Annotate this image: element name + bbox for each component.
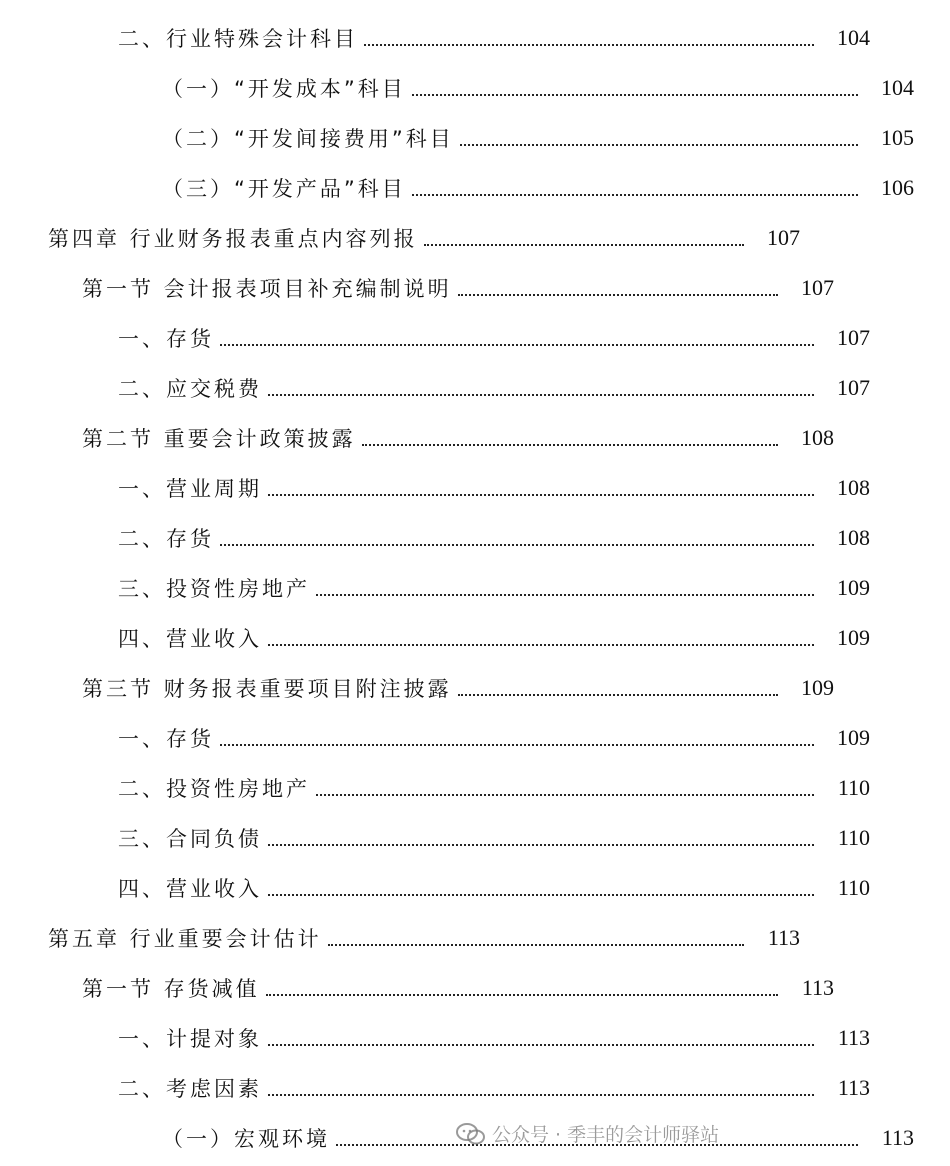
toc-entry [0, 763, 906, 813]
dot-leader [424, 222, 744, 246]
toc-entry-page: 107 [837, 375, 870, 400]
toc-entry-title: 四、营业收入 [118, 627, 262, 651]
toc-entry [0, 363, 906, 413]
dot-leader [266, 972, 778, 996]
toc-entry-page: 110 [837, 825, 870, 850]
toc-entry-page: 113 [767, 925, 800, 950]
toc-entry-page: 107 [837, 325, 870, 350]
toc-entry-page: 104 [837, 25, 870, 50]
toc-entry-title: 二、考虑因素 [118, 1077, 262, 1101]
dot-leader [268, 872, 814, 896]
toc-entry-title: 二、应交税费 [118, 377, 262, 401]
toc-entry [0, 613, 906, 663]
dot-leader [412, 172, 858, 196]
toc-entry-title: 第四章 行业财务报表重点内容列报 [48, 227, 418, 251]
toc-entry-page: 108 [837, 475, 870, 500]
dot-leader [268, 1022, 814, 1046]
toc-entry-title: 一、计提对象 [118, 1027, 262, 1051]
toc-entry [0, 163, 950, 213]
toc-entry [0, 413, 870, 463]
dot-leader [316, 572, 814, 596]
dot-leader [460, 122, 858, 146]
toc-entry-page: 107 [801, 275, 834, 300]
toc-entry-title: （一）“开发成本”科目 [162, 77, 406, 101]
toc-entry [0, 913, 836, 963]
toc-entry-page: 108 [801, 425, 834, 450]
toc-entry-page: 113 [837, 1075, 870, 1100]
dot-leader [220, 322, 814, 346]
toc-entry-page: 113 [881, 1125, 914, 1150]
toc-entry-title: 二、存货 [118, 527, 214, 551]
dot-leader [220, 722, 814, 746]
dot-leader [268, 822, 814, 846]
toc-entry-page: 110 [837, 775, 870, 800]
toc-entry [0, 863, 906, 913]
dot-leader [220, 522, 814, 546]
dot-leader [268, 622, 814, 646]
toc-entry-title: 一、营业周期 [118, 477, 262, 501]
toc-entry [0, 113, 950, 163]
toc-entry [0, 713, 906, 763]
toc-entry [0, 213, 836, 263]
toc-entry-page: 110 [837, 875, 870, 900]
dot-leader [458, 272, 778, 296]
toc-entry-page: 113 [837, 1025, 870, 1050]
toc-entry-page: 105 [881, 125, 914, 150]
watermark-text: 公众号 · 季丰的会计师驿站 [492, 1124, 720, 1146]
dot-leader [328, 922, 744, 946]
dot-leader [268, 1072, 814, 1096]
toc-entry [0, 1063, 906, 1113]
toc-entry-page: 104 [881, 75, 914, 100]
toc-entry [0, 13, 906, 63]
toc-entry-title: （一）宏观环境 [162, 1127, 330, 1151]
toc-entry [0, 463, 906, 513]
dot-leader [268, 472, 814, 496]
toc-entry-page: 109 [837, 625, 870, 650]
toc-entry-page: 106 [881, 175, 914, 200]
toc-entry-page: 107 [767, 225, 800, 250]
toc-entry-title: 四、营业收入 [118, 877, 262, 901]
toc-entry-title: 第二节 重要会计政策披露 [82, 427, 356, 451]
toc-entry-title: 第一节 存货减值 [82, 977, 260, 1001]
watermark [456, 1120, 719, 1147]
toc-entry-title: 一、存货 [118, 727, 214, 751]
toc-entry-title: （二）“开发间接费用”科目 [162, 127, 454, 151]
dot-leader [268, 372, 814, 396]
toc-entry [0, 313, 906, 363]
toc-entry-title: 第五章 行业重要会计估计 [48, 927, 322, 951]
dot-leader [364, 22, 814, 46]
toc-entry [0, 263, 870, 313]
toc-entry-page: 113 [801, 975, 834, 1000]
toc-entry [0, 63, 950, 113]
toc-entry [0, 663, 870, 713]
dot-leader [362, 422, 778, 446]
toc-entry-page: 109 [801, 675, 834, 700]
toc-entry-page: 108 [837, 525, 870, 550]
toc-entry [0, 513, 906, 563]
dot-leader [458, 672, 778, 696]
toc-entry [0, 963, 870, 1013]
toc-entry-title: 二、投资性房地产 [118, 777, 310, 801]
wechat-icon [456, 1122, 486, 1146]
toc-entry-page: 109 [837, 575, 870, 600]
toc-entry-page: 109 [837, 725, 870, 750]
toc-entry [0, 813, 906, 863]
toc-entry [0, 563, 906, 613]
toc-entry-title: 第一节 会计报表项目补充编制说明 [82, 277, 452, 301]
toc-entry-title: 一、存货 [118, 327, 214, 351]
toc-entry-title: 三、合同负债 [118, 827, 262, 851]
toc-entry [0, 1013, 906, 1063]
dot-leader [316, 772, 814, 796]
toc-entry-title: 二、行业特殊会计科目 [118, 27, 358, 51]
toc-entry-title: 三、投资性房地产 [118, 577, 310, 601]
dot-leader [412, 72, 858, 96]
toc-entry-title: （三）“开发产品”科目 [162, 177, 406, 201]
toc-entry-title: 第三节 财务报表重要项目附注披露 [82, 677, 452, 701]
